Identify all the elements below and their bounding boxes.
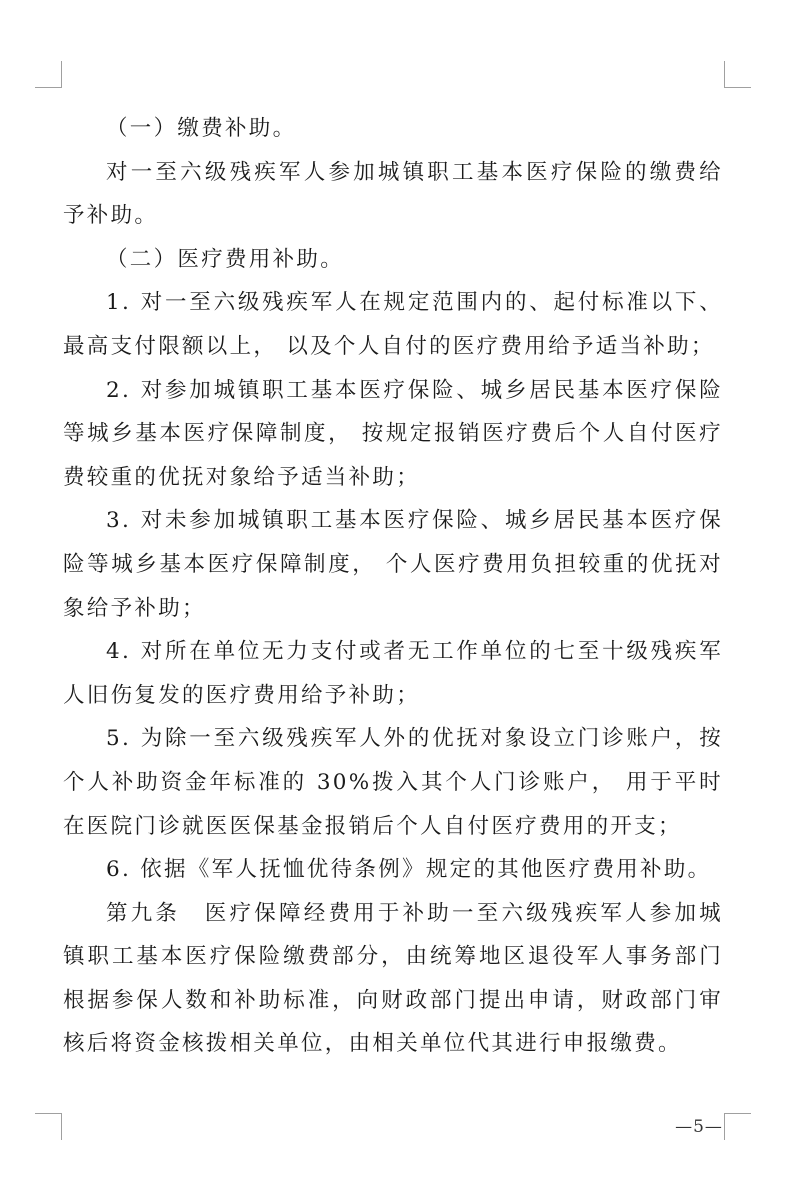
heading-medical-expense-subsidy: （二）医疗费用补助。 [106, 246, 345, 272]
crop-mark-bottom-left [35, 1113, 62, 1140]
list-item-4: 4. 对所在单位无力支付或者无工作单位的七至十级残疾军人旧伤复发的医疗费用给予补助； [63, 639, 723, 708]
list-item-6: 6. 依据《军人抚恤优待条例》规定的其他医疗费用补助。 [106, 857, 712, 883]
page-number: —5— [675, 1117, 723, 1137]
list-item-1: 1. 对一至六级残疾军人在规定范围内的、起付标准以下、最高支付限额以上， 以及个人自付的医疗费用给予适当补助； [63, 290, 723, 359]
list-item-3: 3. 对未参加城镇职工基本医疗保险、城乡居民基本医疗保险等城乡基本医疗保障制度， 个人医疗费用负担较重的优抚对象给予补助； [63, 508, 723, 621]
crop-mark-top-left [35, 61, 62, 88]
heading-payment-subsidy: （一）缴费补助。 [106, 116, 297, 141]
document-body [63, 107, 723, 1066]
article-nine: 第九条 医疗保障经费用于补助一至六级残疾军人参加城镇职工基本医疗保险缴费部分，由统筹地区退役军人事务部门根据参保人数和补助标准，向财政部门提出申请，财政部门审核后将资金核拨相关单位，由相关单位代其进行申报缴费。 [63, 900, 723, 1057]
list-item-5: 5. 为除一至六级残疾军人外的优抚对象设立门诊账户，按个人补助资金年标准的 30%拨入其个人门诊账户， 用于平时在医院门诊就医医保基金报销后个人自付医疗费用的开支； [63, 726, 723, 839]
list-item-2: 2. 对参加城镇职工基本医疗保险、城乡居民基本医疗保险等城乡基本医疗保障制度， 按规定报销医疗费后个人自付医疗费较重的优抚对象给予适当补助； [63, 377, 723, 490]
paragraph-payment-subsidy: 对一至六级残疾军人参加城镇职工基本医疗保险的缴费给予补助。 [63, 159, 723, 229]
crop-mark-top-right [724, 61, 751, 88]
